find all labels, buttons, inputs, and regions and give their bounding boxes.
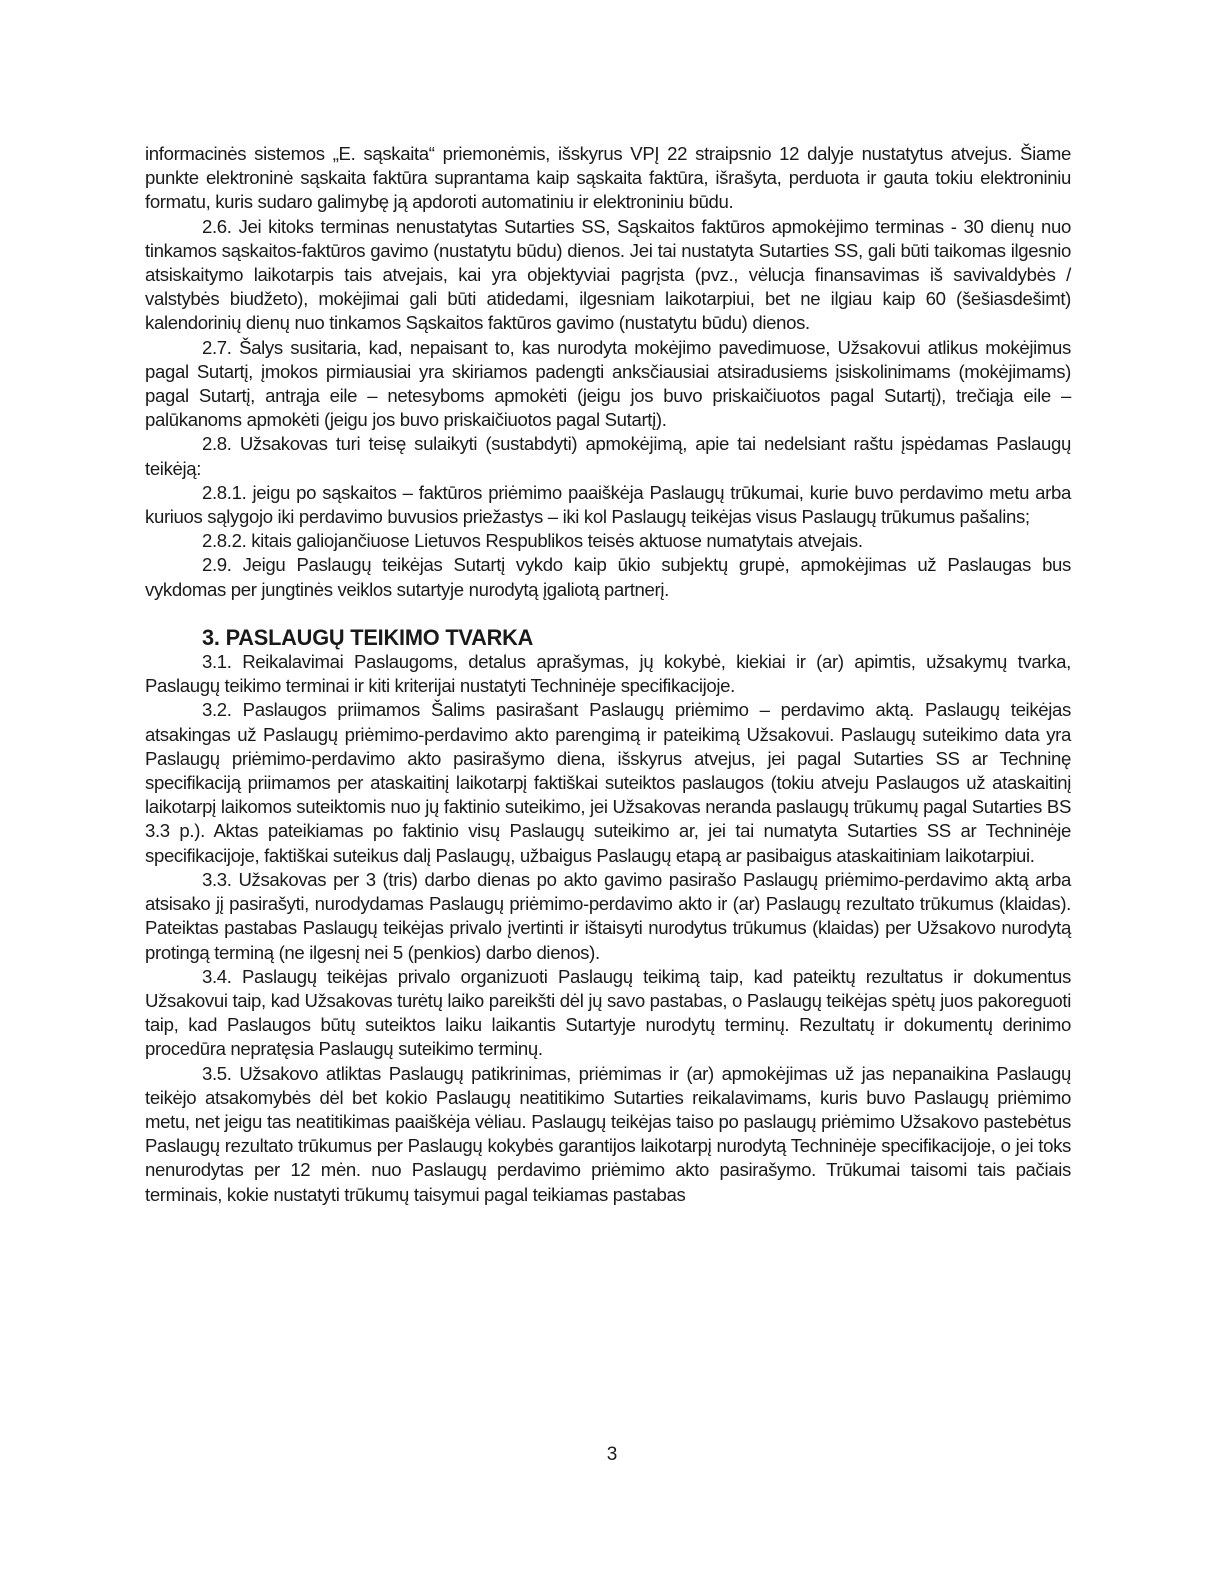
section-3-heading: 3. PASLAUGŲ TEIKIMO TVARKA [202,624,534,650]
paragraph-2-8-2: 2.8.2. kitais galiojančiuose Lietuvos Respublikos teisės aktuose numatytais atvejais. [202,530,863,552]
paragraph-continuation: informacinės sistemos „E. sąskaita“ priemonėmis, išskyrus VPĮ 22 straipsnio 12 dalyje nustatytus atvejus. Šiame punkte elektroninė sąskaita faktūra suprantama kaip sąskaita faktūra, išrašyta, perduota ir gauta tokiu elektroniniu formatu, kuris sudaro galimybę ją apdoroti automatiniu ir elektroniniu būdu. [145,143,1071,213]
page-number: 3 [606,1444,618,1465]
paragraph-2-9: 2.9. Jeigu Paslaugų teikėjas Sutartį vykdo kaip ūkio subjektų grupė, apmokėjimas už Paslaugas bus vykdomas per jungtinės veiklos sutartyje nurodytą įgaliotą partnerį. [145,554,1071,600]
paragraph-3-2: 3.2. Paslaugos priimamos Šalims pasirašant Paslaugų priėmimo – perdavimo aktą. Paslaugų teikėjas atsakingas už Paslaugų priėmimo-perdavimo akto parengimą ir pateikimą Užsakovui. Paslaugų suteikimo data yra Paslaugų priėmimo-perdavimo akto pasirašymo diena, išskyrus atvejus, jei pagal Sutarties SS ar Techninę specifikaciją priimamos per ataskaitinį laikotarpį faktiškai suteiktos paslaugos (tokiu atveju Paslaugos už ataskaitinį laikotarpį laikomos suteiktomis nuo jų faktinio suteikimo, jei Užsakovas neranda paslaugų trūkumų pagal Sutarties BS 3.3 p.). Aktas pateikiamas po faktinio visų Paslaugų suteikimo ar, jei tai numatyta Sutarties SS ar Techninėje specifikacijoje, faktiškai suteikus dalį Paslaugų, užbaigus Paslaugų etapą ar pasibaigus ataskaitiniam laikotarpiui. [145,699,1071,866]
paragraph-3-1: 3.1. Reikalavimai Paslaugoms, detalus aprašymas, jų kokybė, kiekiai ir (ar) apimtis, užsakymų tvarka, Paslaugų teikimo terminai ir kiti kriterijai nustatyti Techninėje specifikacijoje. [145,651,1071,697]
paragraph-2-8-1: 2.8.1. jeigu po sąskaitos – faktūros priėmimo paaiškėja Paslaugų trūkumai, kurie buvo perdavimo metu arba kuriuos sąlygojo iki perdavimo buvusios priežastys – iki kol Paslaugų teikėjas visus Paslaugų trūkumus pašalins; [145,481,1071,528]
paragraph-2-8: 2.8. Užsakovas turi teisę sulaikyti (sustabdyti) apmokėjimą, apie tai nedelsiant raštu įspėdamas Paslaugų teikėją: [145,433,1071,479]
section-spacer [145,602,1071,626]
paragraph-3-4: 3.4. Paslaugų teikėjas privalo organizuoti Paslaugų teikimą taip, kad pateiktų rezultatus ir dokumentus Užsakovui taip, kad Užsakovas turėtų laiko pareikšti dėl jų savo pastabas, o Paslaugų teikėjas spėtų juos pakoreguoti taip, kad Paslaugos būtų suteiktos laiku laikantis Sutartyje nurodytų terminų. Rezultatų ir dokumentų derinimo procedūra nepratęsia Paslaugų suteikimo terminų. [145,965,1071,1060]
paragraph-2-6: 2.6. Jei kitoks terminas nenustatytas Sutarties SS, Sąskaitos faktūros apmokėjimo terminas - 30 dienų nuo tinkamos sąskaitos-faktūros gavimo (nustatytu būdu) dienos. Jei tai nustatyta Sutarties SS, gali būti taikomas ilgesnio atsiskaitymo laikotarpis tais atvejais, kai yra objektyviai pagrįsta (pvz., vėlucja finansavimas iš savivaldybės / valstybės biudžeto), mokėjimai gali būti atidedami, ilgesniam laikotarpiui, bet ne ilgiau kaip 60 (šešiasdešimt) kalendorinių dienų nuo tinkamos Sąskaitos faktūros gavimo (nustatytu būdu) dienos. [145,215,1071,334]
document-page [145,142,1071,1207]
paragraph-3-5: 3.5. Užsakovo atliktas Paslaugų patikrinimas, priėmimas ir (ar) apmokėjimas už jas nepanaikina Paslaugų teikėjo atsakomybės dėl bet kokio Paslaugų neatitikimo Sutarties reikalavimams, kuris buvo Paslaugų priėmimo metu, net jeigu tas neatitikimas paaiškėja vėliau. Paslaugų teikėjas taiso po paslaugų priėmimo Užsakovo pastebėtus Paslaugų rezultato trūkumus per Paslaugų kokybės garantijos laikotarpį nurodytą Techninėje specifikacijoje, o jei toks nenurodytas per 12 mėn. nuo Paslaugų perdavimo priėmimo akto pasirašymo. Trūkumai taisomi tais pačiais terminais, kokie nustatyti trūkumų taisymui pagal teikiamas pastabas [145,1062,1071,1205]
paragraph-3-3: 3.3. Užsakovas per 3 (tris) darbo dienas po akto gavimo pasirašo Paslaugų priėmimo-perdavimo aktą arba atsisako jį pasirašyti, nurodydamas Paslaugų priėmimo-perdavimo akto ir (ar) Paslaugų rezultato trūkumus (klaidas). Pateiktas pastabas Paslaugų teikėjas privalo įvertinti ir ištaisyti nurodytus trūkumus (klaidas) per Užsakovo nurodytą protingą terminą (ne ilgesnį nei 5 (penkios) darbo dienos). [145,868,1071,963]
paragraph-2-7: 2.7. Šalys susitaria, kad, nepaisant to, kas nurodyta mokėjimo pavedimuose, Užsakovui atlikus mokėjimus pagal Sutartį, įmokos pirmiausiai yra skiriamos padengti anksčiausiai atsiradusiems įsiskolinimams (mokėjimams) pagal Sutartį, antrąja eile – netesyboms apmokėti (jeigu jos buvo priskaičiuotos pagal Sutartį), trečiąja eile – palūkanoms apmokėti (jeigu jos buvo priskaičiuotos pagal Sutartį). [145,336,1071,431]
